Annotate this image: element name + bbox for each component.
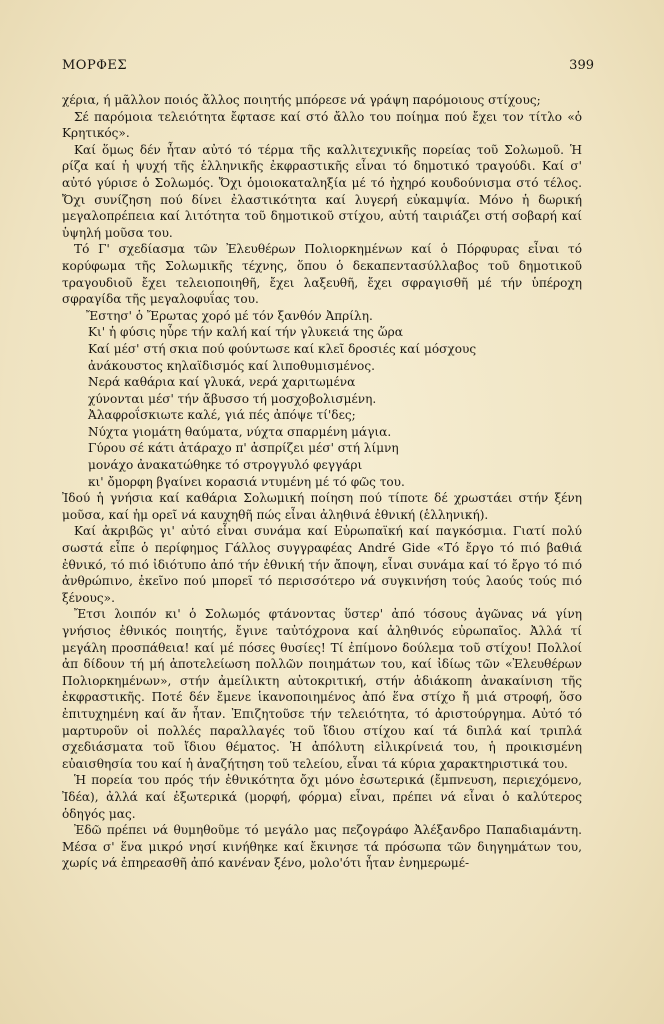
poem-line: Γύρου σέ κάτι ἀτάραχο π' ἀσπρίζει μέσ' στή λίμνη xyxy=(88,441,399,456)
page-number: 399 xyxy=(569,58,594,73)
paragraph: Καί ἀκριβῶς γι' αὐτό εἶναι συνάμα καί Εὐρωπαϊκή καί παγκόσμια. Γιατί πολύ σωστά εἶπε ὁ περίφημος Γάλλος συγγραφέας André Gide «Τό ἔργο τό πιό βαθιά ἐθνικό, τό πιό ἰδιότυπο ἀπό τήν ἐθνική τήν ἄποψη, εἶναι συνάμα καί τό ἔργο τό πιό ἀνθρώπινο, ἐκεῖνο πού μπορεῖ τό περισσότερο νά συγκινήση τούς λαούς τούς πιό ξένους». xyxy=(62,524,582,605)
paragraph: Ἔτσι λοιπόν κι' ὁ Σολωμός φτάνοντας ὕστερ' ἀπό τόσους ἀγῶνας νά γίνη γνήσιος ἐθνικός ποιητής, ἔγινε ταὐτόχρονα καί ἀληθινός εὐρωπαῖος. Ἀλλά τί μεγάλη προσπάθεια! καί μέ πόσες θυσίες! Τί ἐπίμονο δούλεμα τοῦ στίχου! Πολλοί ἀπ δίδουν τή μή ἀποτελείωση πολλῶν ποιημάτων του, καί ἰδίως τῶν «Ἐλευθέρων Πολιορκημένων», στήν ἀμείλικτη αὐτοκριτική, στήν ἀδιάκοπη ἀνακαίνιση τῆς ἐκφραστικῆς. Ποτέ δέν ἔμενε ἱκανοποιημένος ἀπό ἕνα στίχο ἤ μιά στροφή, ὅσο ἐπιτυχημένη καί ἄν ἦταν. Ἐπιζητοῦσε τήν τελειότητα, τό ἀριστούργημα. Αὐτό τό μαρτυροῦν οἱ πολλές παραλλαγές τοῦ ἴδιου στίχου καί τά διπλά καί τριπλά σχεδιάσματα τοῦ ἴδιου θέματος. Ἡ ἀπόλυτη εἰλικρίνειά του, ἡ προικισμένη εὐαισθησία του καί ἡ ἀναζήτηση τοῦ τελείου, εἶναι τά κύρια χαρακτηριστικά του. xyxy=(62,607,582,771)
poem-line: Ἀλαφροΐσκιωτε καλέ, γιά πές ἀπόψε τί'δες; xyxy=(88,408,356,423)
poem-line: μονάχο ἀνακατώθηκε τό στρογγυλό φεγγάρι xyxy=(88,458,363,473)
poem-line: Καί μέσ' στή σκια πού φούντωσε καί κλεῖ δροσιές καί μόσχους xyxy=(88,341,477,356)
paragraph: Τό Γ' σχεδίασμα τῶν Ἐλευθέρων Πολιορκημένων καί ὁ Πόρφυρας εἶναι τό κορύφωμα τῆς Σολωμικῆς τέχνης, ὅπου ὁ δεκαπεντασύλλαβος τοῦ δημοτικοῦ τραγουδιοῦ ἔχει τελειοποιηθῆ, ἔχει λαξευθῆ, ἔχει σφραγισθῆ μέ τήν ὑπέροχη σφραγίδα τῆς μεγαλοφυΐας του. xyxy=(62,242,582,307)
poem-line: Κι' ἡ φύσις ηὗρε τήν καλή καί τήν γλυκειά της ὥρα xyxy=(88,325,403,340)
poem-line: Νύχτα γιομάτη θαύματα, νύχτα σπαρμένη μάγια. xyxy=(88,424,392,439)
paragraph: Ἡ πορεία του πρός τήν ἐθνικότητα ὄχι μόνο ἐσωτερικά (ἔμπνευση, περιεχόμενο, Ἰδέα), ἀλλά καί ἐξωτερικά (μορφή, φόρμα) εἶναι, πρέπει νά εἶναι ὁ καλύτερος ὁδηγός μας. xyxy=(62,773,582,821)
poem-line: Ἔστησ' ὁ Ἔρωτας χορό μέ τόν ξανθόν Ἀπρίλη. xyxy=(86,308,373,323)
body-text xyxy=(62,92,582,872)
poem-line: κι' ὄμορφη βγαίνει κορασιά ντυμένη μέ τό φῶς του. xyxy=(88,474,405,489)
journal-title: ΜΟΡΦΕΣ xyxy=(62,58,128,73)
poem-quote xyxy=(62,308,582,491)
running-header xyxy=(62,58,602,78)
paragraph: Ἰδού ἡ γνήσια καί καθάρια Σολωμική ποίηση πού τίποτε δέ χρωστάει στήν ξένη μοῦσα, καί ἡμ ορεῖ νά καυχηθῆ πώς εἶναι ἀληθινά ἐθνική (ἑλληνική). xyxy=(62,491,582,522)
poem-line: ἀνάκουστος κηλαϊδισμός καί λιποθυμισμένος. xyxy=(88,358,375,373)
paragraph: Ἐδῶ πρέπει νά θυμηθοῦμε τό μεγάλο μας πεζογράφο Ἀλέξανδρο Παπαδιαμάντη. Μέσα σ' ἕνα μικρό νησί κινήθηκε καί ἔκινησε τά πρόσωπα τῶν διηγημάτων του, χωρίς νά ἐπηρεασθῆ ἀπό κανέναν ξένο, μολο'ότι ἦταν ἐνημερωμέ- xyxy=(62,823,582,871)
poem-line: Νερά καθάρια καί γλυκά, νερά χαριτωμένα xyxy=(88,375,356,390)
poem-line: χύνονται μέσ' τήν ἄβυσσο τή μοσχοβολισμένη. xyxy=(88,391,377,406)
paragraph: χέρια, ή μᾶλλον ποιός ἄλλος ποιητής μπόρεσε νά γράψη παρόμοιους στίχους; xyxy=(62,93,541,107)
paragraph: Σέ παρόμοια τελειότητα ἔφτασε καί στό ἄλλο του ποίημα πού ἔχει τον τίτλο «ὁ Κρητικός». xyxy=(62,109,582,141)
paragraph: Καί ὅμως δέν ἦταν αὐτό τό τέρμα τῆς καλλιτεχνικῆς πορείας τοῦ Σολωμοῦ. Ἡ ρίζα καί ἡ ψυχή τῆς ἑλληνικῆς ἐκφραστικῆς εἶναι τό δημοτικό τραγούδι. Καί σ' αὐτό γύρισε ὁ Σολωμός. Ὄχι ὁμοιοκαταληξία μέ τό ἠχηρό κουδούνισμα στό τέλος. Ὄχι συνίζηση πού δίνει ἐλαστικότητα καί λυγερή εὐκαμψία. Μόνο ἡ δωρική μεγαλοπρέπεια καί λιτότητα τοῦ δημοτικοῦ στίχου, αὐτή ταιριάζει στή σοβαρή καί ὑψηλή μοῦσα του. xyxy=(62,142,582,240)
